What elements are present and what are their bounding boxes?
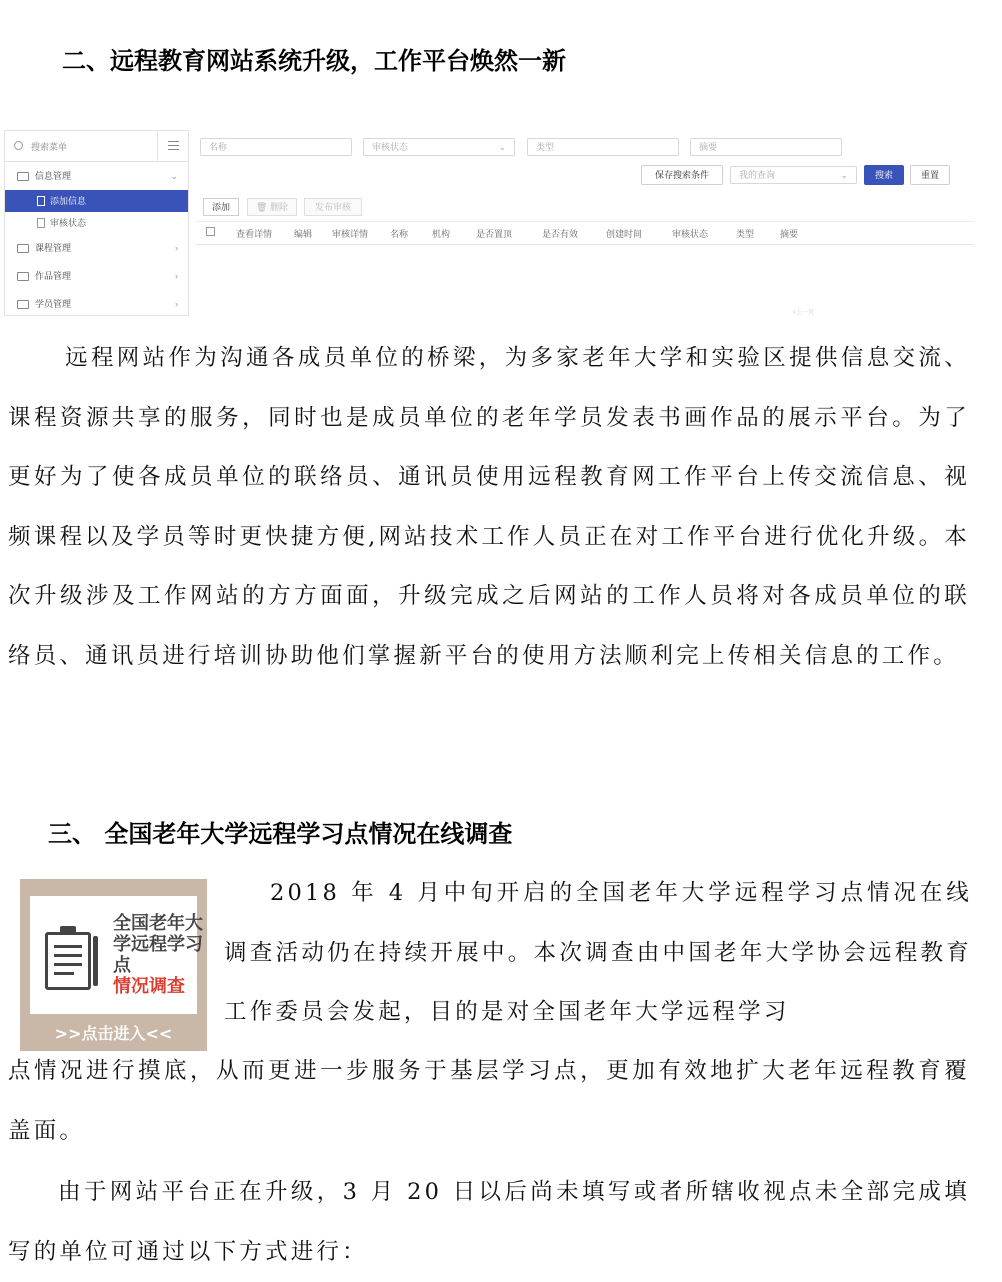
folder-icon [17,300,29,309]
search-button[interactable]: 搜索 [864,165,904,185]
summary-filter-input[interactable]: 摘要 [690,138,842,156]
column-header: 是否有效 [542,229,579,239]
menu-search-placeholder: 搜索菜单 [31,141,68,152]
column-header: 创建时间 [606,229,643,239]
menu-search[interactable] [5,131,188,162]
survey-banner[interactable] [20,879,207,1051]
section-3-body-2: 由于网站平台正在升级，3 月 20 日以后尚未填写或者所辖收视点未全部完成填写的单位可通过以下方式进行： [8,1179,970,1265]
my-queries-select[interactable]: 我的查询 ⌄ [730,166,857,184]
pagination-mark: <上一页 [792,310,814,316]
column-header: 名称 [390,229,409,239]
section-3-body-wrapped: 2018 年 4 月中旬开启的全国老年大学远程学习点情况在线调查活动仍在持续开展中。本次调查由中国老年大学协会远程教育工作委员会发起，目的是对全国老年大学远程学习 [224,880,972,1025]
save-search-button[interactable]: 保存搜索条件 [641,165,723,185]
select-all-checkbox[interactable] [206,227,215,236]
chevron-right-icon: › [175,243,178,253]
sidebar-menu [4,130,189,316]
chevron-right-icon: › [175,299,178,309]
search-icon [14,141,23,150]
column-header: 审核详情 [332,229,369,239]
name-filter-input[interactable]: 名称 [200,138,352,156]
delete-button[interactable]: 🗑 删除 [247,198,297,216]
chevron-down-icon: ⌄ [498,142,506,152]
sidebar-item-info[interactable] [5,162,188,190]
sidebar-item-course[interactable] [5,234,188,262]
sidebar-item-works[interactable] [5,262,188,290]
reset-button[interactable]: 重置 [910,165,950,185]
survey-banner-title: 全国老年大学远程学习点 [113,913,203,976]
column-header: 查看详情 [236,229,273,239]
survey-banner-card [30,896,203,1014]
sidebar-subitem-review-status[interactable] [5,212,188,234]
sidebar-item-label: 信息管理 [35,171,72,181]
folder-icon [17,244,29,253]
column-header: 机构 [432,229,451,239]
sidebar-item-label: 作品管理 [35,271,72,281]
sidebar-subitem-label: 审核状态 [50,218,87,228]
column-header: 审核状态 [672,229,709,239]
sidebar-subitem-add-info[interactable] [5,190,188,212]
section-3-heading: 三、 全国老年大学远程学习点情况在线调查 [48,820,513,848]
folder-icon [17,272,29,281]
section-2-body: 远程网站作为沟通各成员单位的桥梁，为多家老年大学和实验区提供信息交流、课程资源共享的服务，同时也是成员单位的老年学员发表书画作品的展示平台。为了更好为了使各成员单位的联络员、通讯员使用远程教育网工作平台上传交流信息、视频课程以及学员等时更快捷方便,网站技术工作人员正在对工作平台进行优化升级。本次升级涉及工作网站的方方面面，升级完成之后网站的工作人员将对各成员单位的联络员、通讯员进行培训协助他们掌握新平台的使用方法顺利完上传相关信息的工作。 [8,345,970,669]
document-icon [37,218,45,228]
chevron-down-icon: ⌄ [170,171,178,181]
sidebar-item-label: 课程管理 [35,243,72,253]
type-filter-input[interactable]: 类型 [527,138,679,156]
admin-platform-screenshot [4,130,974,316]
survey-enter-link[interactable]: >>点击进入<< [54,1024,173,1043]
chevron-down-icon: ⌄ [840,170,848,180]
column-header: 是否置顶 [476,229,513,239]
column-header: 编辑 [294,229,313,239]
chevron-right-icon: › [175,271,178,281]
publish-review-button[interactable]: 发布审核 [304,198,362,216]
section-2-heading: 二、远程教育网站系统升级，工作平台焕然一新 [62,47,566,75]
folder-icon [17,172,29,181]
sidebar-subitem-label: 添加信息 [50,196,87,206]
list-toggle-icon[interactable] [157,131,188,161]
trash-icon: 🗑 [256,202,270,212]
sidebar-item-students[interactable] [5,290,188,318]
sidebar-item-label: 学员管理 [35,299,72,309]
review-status-select[interactable]: 审核状态 ⌄ [363,138,515,156]
section-3-body-continued: 点情况进行摸底，从而更进一步服务于基层学习点，更加有效地扩大老年远程教育覆盖面。 [8,1058,970,1144]
clipboard-icon [45,932,91,990]
add-button[interactable]: 添加 [203,198,239,216]
pen-icon [93,936,98,986]
column-header: 摘要 [780,229,799,239]
survey-banner-title-red: 情况调查 [113,976,185,997]
table-header [196,221,974,245]
document-icon [37,196,45,206]
column-header: 类型 [736,229,755,239]
